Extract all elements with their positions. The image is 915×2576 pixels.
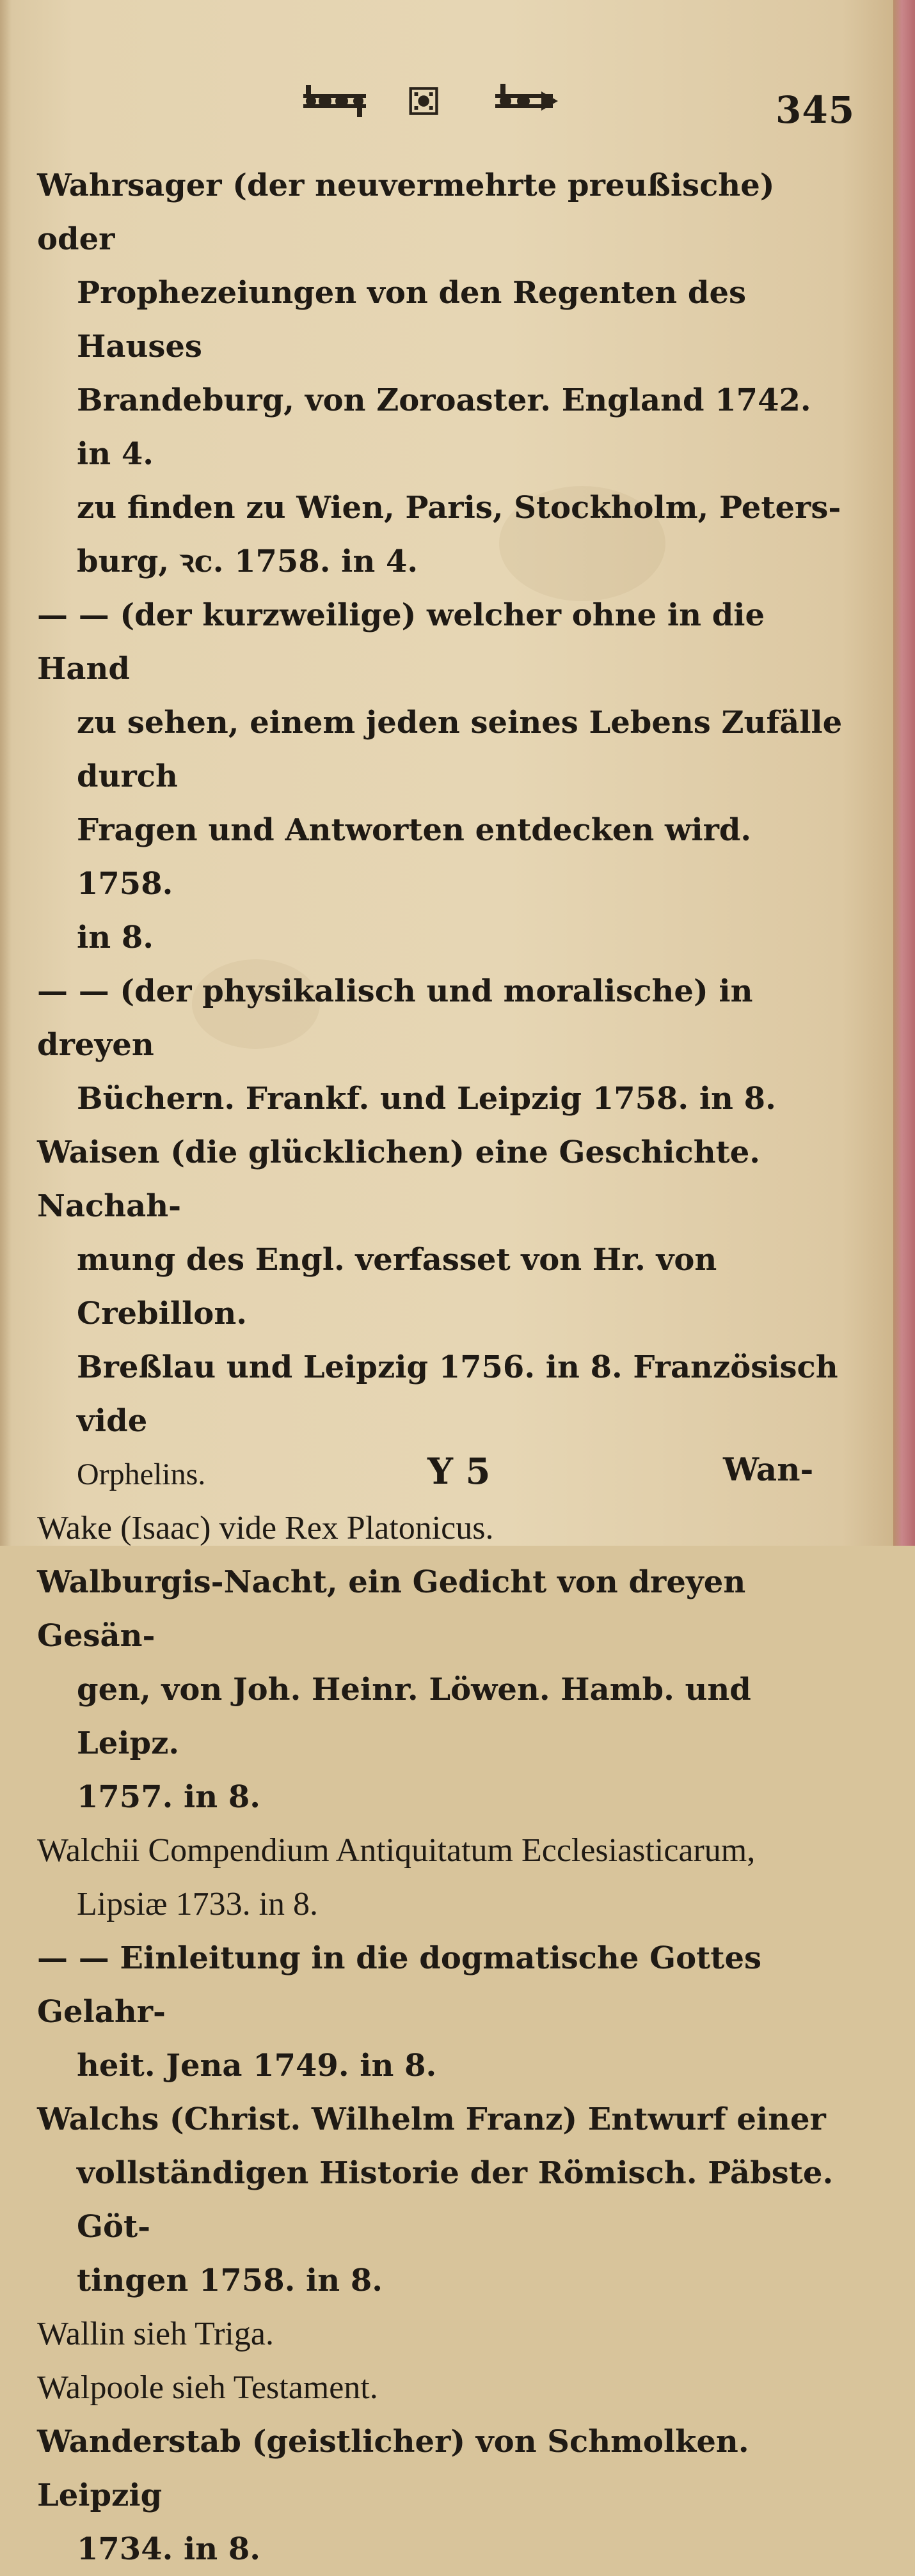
catalogue-entry xyxy=(37,2307,851,2361)
entry-line: Orphelins. xyxy=(77,1457,206,1491)
entry-line: Wake (Isaac) vide Rex Platonicus. xyxy=(37,1510,494,1546)
entry-line: zu sehen, einem jeden seines Lebens Zufälle durch xyxy=(77,705,843,794)
entry-line: Walchii Compendium Antiquitatum Ecclesiasticarum, xyxy=(37,1832,756,1869)
page-number: 345 xyxy=(776,88,855,132)
catalogue-entry xyxy=(37,2415,851,2576)
page-edge xyxy=(893,0,915,1546)
catalogue-entry xyxy=(37,1555,851,1824)
entry-line: gen, von Joh. Heinr. Löwen. Hamb. und Leipz. xyxy=(77,1672,751,1761)
entry-line: Walpoole sieh Testament. xyxy=(37,2369,378,2406)
catchword: Wan- xyxy=(723,1450,814,1488)
fleuron-right-icon xyxy=(491,79,562,123)
entry-line: — — (der kurzweilige) welcher ohne in die Hand xyxy=(37,597,765,687)
entry-line: Walchs (Christ. Wilhelm Franz) Entwurf einer xyxy=(37,2101,826,2137)
signature-mark: Y 5 xyxy=(427,1450,491,1493)
entry-line: burg, ꝛc. 1758. in 4. xyxy=(77,544,418,579)
entry-line: Waisen (die glücklichen) eine Geschichte. Nachah- xyxy=(37,1135,761,1224)
catalogue-entry xyxy=(37,1931,851,2093)
catalogue-entry xyxy=(37,1824,851,1931)
header-ornament xyxy=(299,75,562,127)
entry-line: mung des Engl. verfasset von Hr. von Crebillon. xyxy=(77,1242,717,1331)
entry-line: Büchern. Frankf. und Leipzig 1758. in 8. xyxy=(77,1081,776,1117)
entry-line: tingen 1758. in 8. xyxy=(77,2263,383,2298)
entry-line: 1734. in 8. xyxy=(77,2531,260,2567)
entry-line: Prophezeiungen von den Regenten des Hauses xyxy=(77,275,747,365)
entry-line: Wanderstab (geistlicher) von Schmolken. Leipzig xyxy=(37,2424,749,2513)
fleuron-left-icon xyxy=(299,79,370,123)
catalogue-entries xyxy=(37,159,851,2576)
entry-line: Breßlau und Leipzig 1756. in 8. Französisch vide xyxy=(77,1349,838,1439)
entry-line: Wahrsager (der neuvermehrte preußische) oder xyxy=(37,168,775,257)
catalogue-entry xyxy=(37,2361,851,2415)
entry-line: — — (der physikalisch und moralische) in dreyen xyxy=(37,973,753,1063)
entry-line: Brandeburg, von Zoroaster. England 1742. in 4. xyxy=(77,382,811,472)
page-gutter-shadow xyxy=(0,0,12,1546)
fleuron-center-icon xyxy=(405,79,456,123)
entry-line: zu finden zu Wien, Paris, Stockholm, Peters- xyxy=(77,490,841,526)
page-footer xyxy=(0,1444,915,1508)
catalogue-entry xyxy=(37,1502,851,1555)
entry-line: Fragen und Antworten entdecken wird. 1758. xyxy=(77,812,752,902)
entry-line: vollständigen Historie der Römisch. Päbste. Göt- xyxy=(77,2155,834,2245)
entry-line: Wallin sieh Triga. xyxy=(37,2316,274,2352)
entry-line: Lipsiæ 1733. in 8. xyxy=(77,1886,319,1922)
catalogue-entry xyxy=(37,2093,851,2307)
catalogue-entry xyxy=(37,588,851,964)
catalogue-entry xyxy=(37,159,851,588)
entry-line: heit. Jena 1749. in 8. xyxy=(77,2048,437,2084)
entry-line: Walburgis-Nacht, ein Gedicht von dreyen Gesän- xyxy=(37,1564,746,1654)
entry-line: in 8. xyxy=(77,920,154,955)
catalogue-entry xyxy=(37,964,851,1126)
entry-line: — — Einleitung in die dogmatische Gottes Gelahr- xyxy=(37,1940,762,2030)
entry-line: 1757. in 8. xyxy=(77,1779,260,1815)
